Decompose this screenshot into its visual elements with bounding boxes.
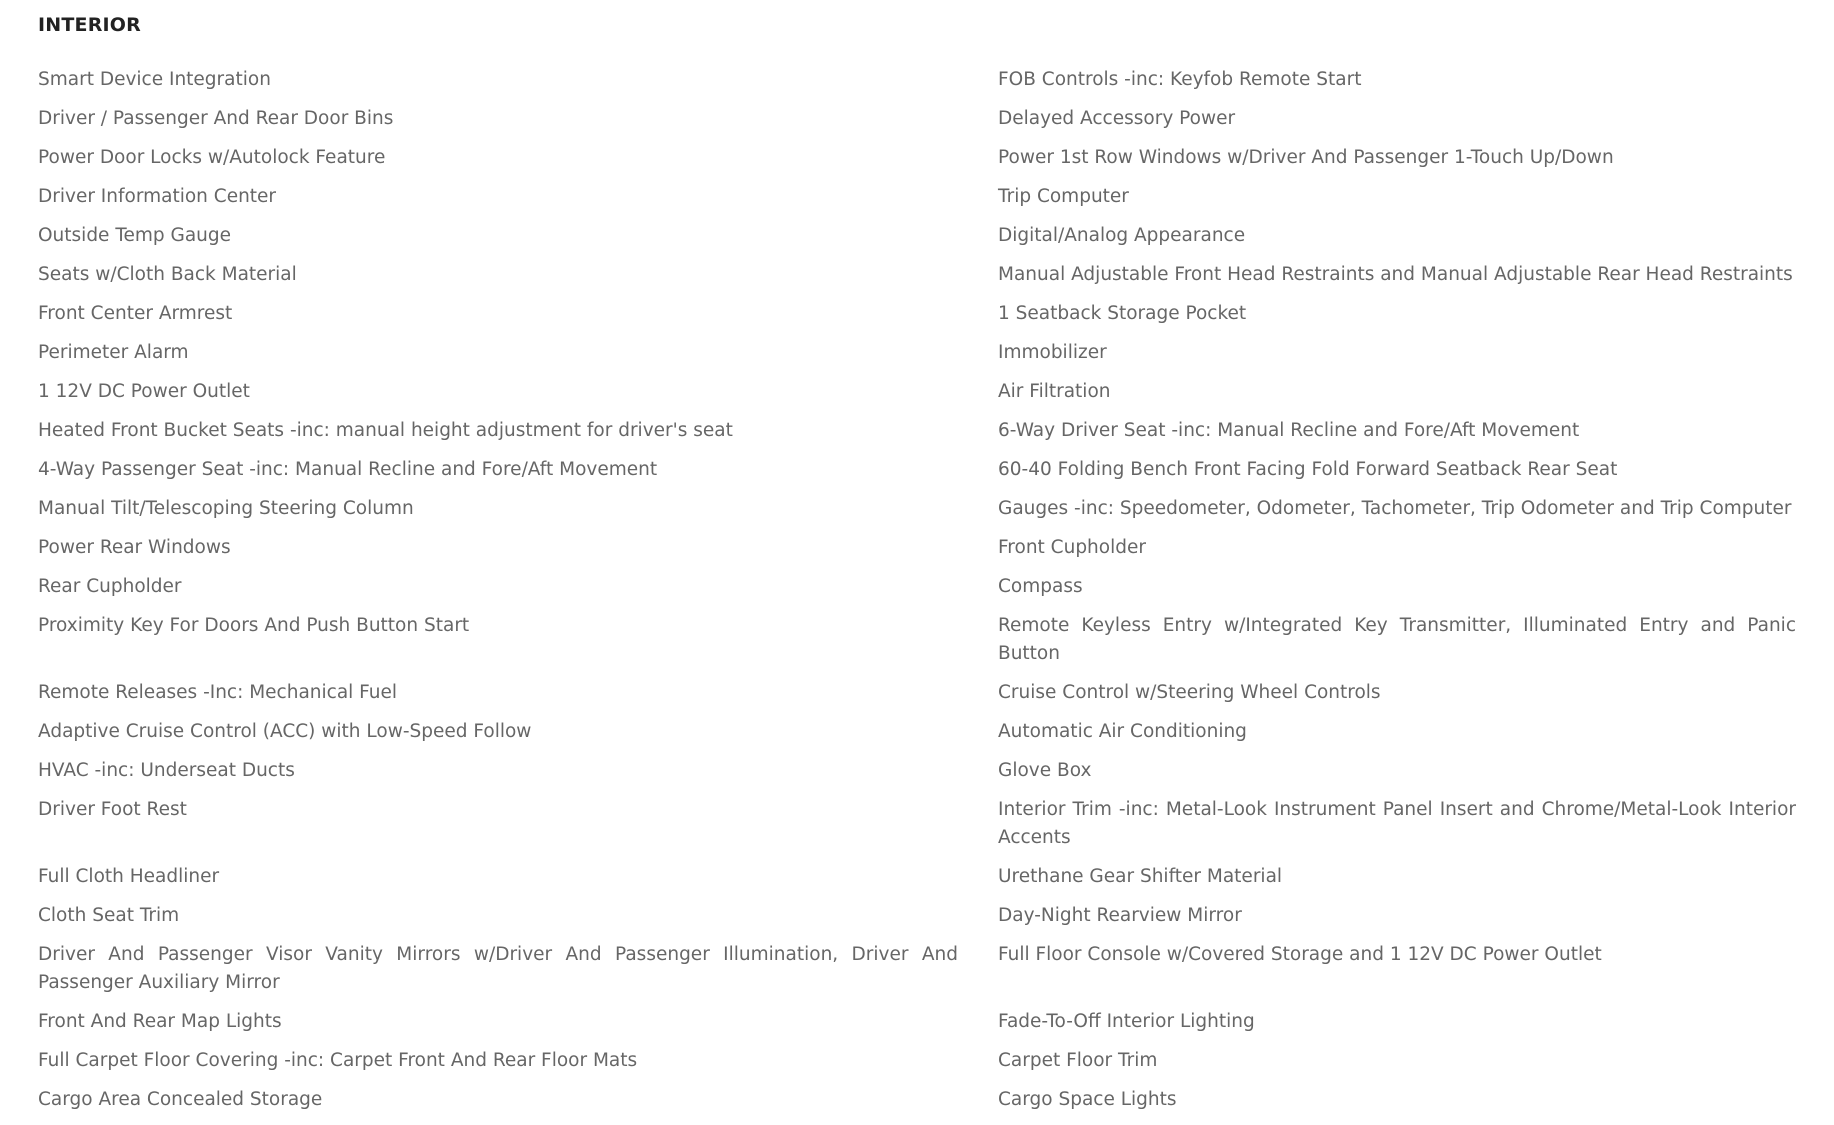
feature-item-right: Compass (998, 576, 1083, 597)
feature-item-left: Full Carpet Floor Covering -inc: Carpet Front And Rear Floor Mats (38, 1050, 638, 1071)
feature-item-right: Digital/Analog Appearance (998, 225, 1246, 246)
feature-item-left: Proximity Key For Doors And Push Button Start (38, 615, 470, 636)
feature-item-left: Driver Foot Rest (38, 799, 187, 820)
feature-item-right: Cruise Control w/Steering Wheel Controls (998, 682, 1381, 703)
feature-item-left: Outside Temp Gauge (38, 225, 232, 246)
feature-item-right: Fade-To-Off Interior Lighting (998, 1011, 1255, 1032)
feature-item-right: Delayed Accessory Power (998, 108, 1236, 129)
feature-item-left: Seats w/Cloth Back Material (38, 264, 297, 285)
feature-item-right: 1 Seatback Storage Pocket (998, 303, 1247, 324)
section-title: INTERIOR (38, 14, 141, 36)
feature-item-right: Automatic Air Conditioning (998, 721, 1247, 742)
feature-item-right: Manual Adjustable Front Head Restraints and Manual Adjustable Rear Head Restraints (998, 264, 1793, 285)
feature-item-right: Cargo Space Lights (998, 1089, 1177, 1110)
feature-item-left: Cloth Seat Trim (38, 905, 180, 926)
feature-item-left: Smart Device Integration (38, 69, 271, 90)
feature-list-grid (38, 66, 1796, 1125)
feature-item-left: Driver And Passenger Visor Vanity Mirrors w/Driver And Passenger Illumination, Driver And Passenger Auxiliary Mirror (38, 944, 958, 993)
feature-item-right: Carpet Floor Trim (998, 1050, 1158, 1071)
feature-item-left: Remote Releases -Inc: Mechanical Fuel (38, 682, 398, 703)
feature-item-right: Glove Box (998, 760, 1092, 781)
feature-item-left: Power Rear Windows (38, 537, 231, 558)
feature-item-right: Urethane Gear Shifter Material (998, 866, 1283, 887)
feature-item-left: Power Door Locks w/Autolock Feature (38, 147, 386, 168)
feature-item-right: Air Filtration (998, 381, 1111, 402)
feature-item-right: FOB Controls -inc: Keyfob Remote Start (998, 69, 1362, 90)
feature-item-left: Cargo Area Concealed Storage (38, 1089, 323, 1110)
feature-item-right: Full Floor Console w/Covered Storage and 1 12V DC Power Outlet (998, 944, 1602, 965)
feature-item-right: Remote Keyless Entry w/Integrated Key Transmitter, Illuminated Entry and Panic Button (998, 615, 1796, 664)
feature-item-right: Front Cupholder (998, 537, 1146, 558)
feature-item-right: Day-Night Rearview Mirror (998, 905, 1242, 926)
feature-item-left: Front And Rear Map Lights (38, 1011, 282, 1032)
feature-item-right: Power 1st Row Windows w/Driver And Passenger 1-Touch Up/Down (998, 147, 1614, 168)
feature-item-right: Trip Computer (998, 186, 1129, 207)
feature-item-left: Full Cloth Headliner (38, 866, 220, 887)
feature-item-left: Manual Tilt/Telescoping Steering Column (38, 498, 414, 519)
feature-item-left: Heated Front Bucket Seats -inc: manual height adjustment for driver's seat (38, 420, 733, 441)
feature-item-left: Perimeter Alarm (38, 342, 189, 363)
feature-item-right: Immobilizer (998, 342, 1107, 363)
feature-item-left: Driver / Passenger And Rear Door Bins (38, 108, 394, 129)
feature-item-left: Rear Cupholder (38, 576, 182, 597)
feature-item-left: Driver Information Center (38, 186, 277, 207)
feature-item-left: HVAC -inc: Underseat Ducts (38, 760, 295, 781)
feature-item-right: 6-Way Driver Seat -inc: Manual Recline and Fore/Aft Movement (998, 420, 1580, 441)
feature-item-right: 60-40 Folding Bench Front Facing Fold Forward Seatback Rear Seat (998, 459, 1618, 480)
feature-item-left: 1 12V DC Power Outlet (38, 381, 250, 402)
feature-item-left: Front Center Armrest (38, 303, 233, 324)
feature-item-right: Interior Trim -inc: Metal-Look Instrument Panel Insert and Chrome/Metal-Look Interior Accents (998, 799, 1796, 848)
feature-item-left: Adaptive Cruise Control (ACC) with Low-Speed Follow (38, 721, 532, 742)
feature-item-left: 4-Way Passenger Seat -inc: Manual Recline and Fore/Aft Movement (38, 459, 658, 480)
feature-item-right: Gauges -inc: Speedometer, Odometer, Tachometer, Trip Odometer and Trip Computer (998, 498, 1792, 519)
